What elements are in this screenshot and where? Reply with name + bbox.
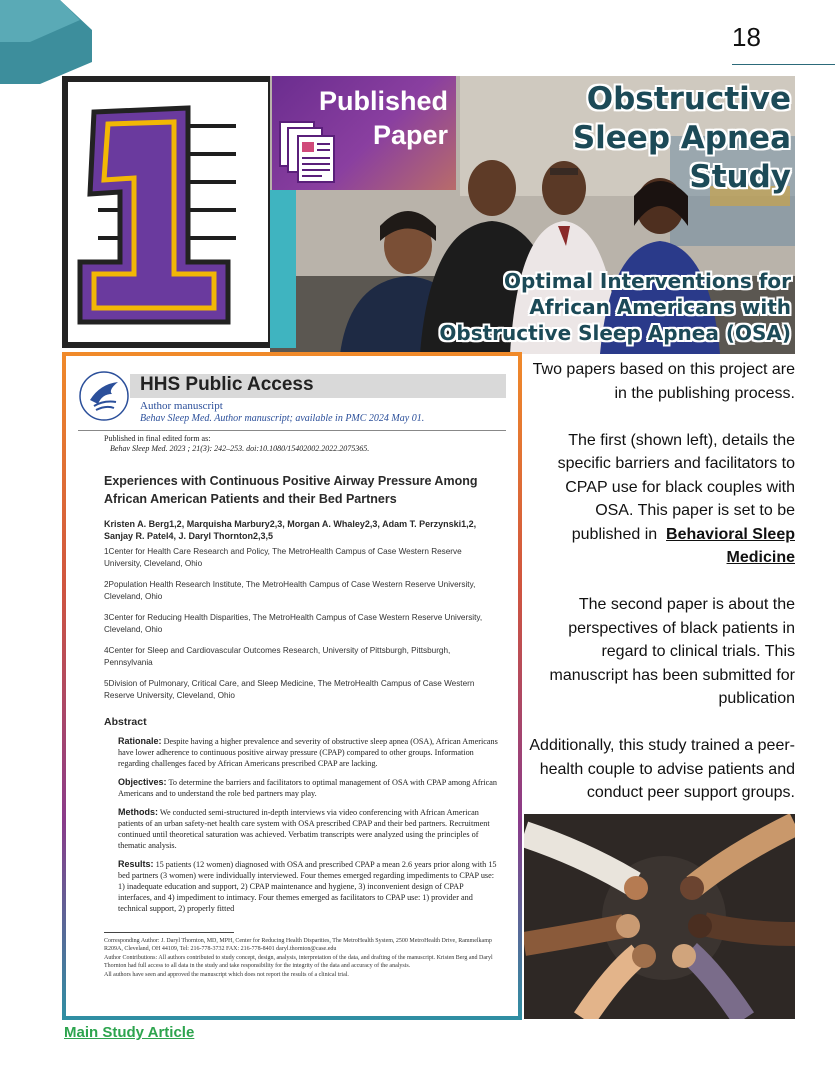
abstract-methods bbox=[118, 807, 498, 851]
abstract-label: Results: bbox=[118, 859, 154, 869]
author-list: Kristen A. Berg1,2, Marquisha Marbury2,3, Morgan A. Whaley2,3, Adam T. Perzynski1,2, Sanjay R. Patel4, J. Daryl Thornton2,3,5 bbox=[104, 519, 477, 541]
abstract-objectives bbox=[118, 777, 498, 799]
abstract-label: Rationale: bbox=[118, 736, 162, 746]
study-subtitle bbox=[439, 268, 791, 346]
numeral-one-text: 1 bbox=[68, 82, 69, 83]
manuscript-body bbox=[104, 434, 498, 914]
abstract-text: 15 patients (12 women) diagnosed with OSA and prescribed CPAP a mean 2.6 years prior along with 15 bed partners (3 women) were individually interviewed. Four themes emerged regarding impediments to CPAP use: 1) inadequate education and support, 2) CPAP maintenance and hygiene, 3) inconvenient design of CPAP interfaces, and 4) impediment to intimacy. Four themes emerged as facilitators to CPAP use: 1) provider and technical support, 2) properly fitted bbox=[118, 860, 497, 913]
manuscript-preview bbox=[66, 356, 518, 1016]
study-title-line-3: Study bbox=[689, 159, 791, 195]
corresponding-author-note: Corresponding Author: J. Daryl Thornton, MD, MPH, Center for Reducing Health Disparities, The MetroHealth System, 2500 MetroHealth Drive, Rammelkamp R209A, Cleveland, OH 44109, Tel: 216-778-3732 FAX: 216-778-8401 daryl.thornton@case.edu bbox=[104, 938, 492, 952]
page-number: 18 bbox=[732, 22, 761, 52]
header-divider bbox=[78, 430, 506, 431]
study-subtitle-line-3: Obstructive Sleep Apnea (OSA) bbox=[439, 321, 791, 345]
study-title bbox=[573, 80, 791, 197]
affiliation-1: 1Center for Health Care Research and Policy, The MetroHealth Campus of Case Western Reserve University, Cleveland, Ohio bbox=[104, 547, 462, 568]
first-paper-description bbox=[524, 429, 795, 570]
abstract-rationale bbox=[118, 736, 498, 769]
footnote-divider bbox=[104, 932, 234, 933]
numeral-one-graphic bbox=[68, 82, 268, 342]
badge-line-1: Published bbox=[318, 86, 448, 116]
page-number-rule bbox=[732, 64, 835, 65]
citation-line: Behav Sleep Med. 2023 ; 21(3): 242–253. doi:10.1080/15402002.2022.2075365. bbox=[110, 444, 370, 453]
manuscript-footnotes bbox=[104, 938, 498, 980]
second-paper-description: The second paper is about the perspectives of black patients in regard to clinical trials. This manuscript has been submitted for publication bbox=[549, 596, 795, 707]
behavioral-sleep-medicine-link[interactable]: Behavioral Sleep Medicine bbox=[666, 525, 795, 566]
study-title-line-2: Sleep Apnea bbox=[572, 120, 791, 156]
project-description bbox=[524, 358, 795, 828]
joined-hands-illustration bbox=[524, 814, 795, 1019]
numeral-panel bbox=[62, 76, 274, 348]
published-in-label: Published in final edited form as: bbox=[104, 434, 211, 443]
abstract-heading: Abstract bbox=[104, 716, 147, 728]
published-paper-title bbox=[319, 84, 448, 152]
joined-hands-photo bbox=[524, 814, 795, 1019]
pmc-availability: Behav Sleep Med. Author manuscript; available in PMC 2024 May 01. bbox=[140, 413, 425, 424]
affiliation-5: 5Division of Pulmonary, Critical Care, and Sleep Medicine, The MetroHealth Campus of Case Western Reserve University, Cleveland, Ohio bbox=[104, 679, 475, 700]
peer-health-description: Additionally, this study trained a peer-health couple to advise patients and conduct peer support groups. bbox=[529, 737, 795, 801]
manuscript-header bbox=[78, 370, 506, 428]
author-contributions-note: Author Contributions: All authors contributed to study concept, design, analysis, interpretation of the data, and drafting of the manuscript. Kristen Berg and Daryl Thornton had full access to all data in the study and take responsibility for the integrity of the data and accuracy of the analysis. bbox=[104, 955, 493, 969]
first-paper-text: The first (shown left), details the specific barriers and facilitators to CPAP use for black couples with OSA. This paper is set to be published in bbox=[557, 431, 795, 543]
hhs-eagle-logo-icon bbox=[78, 370, 130, 422]
study-subtitle-line-2: African Americans with bbox=[529, 295, 791, 319]
study-title-line-1: Obstructive bbox=[586, 81, 791, 117]
abstract-text: Despite having a higher prevalence and severity of obstructive sleep apnea (OSA), African Americans have lower adherence to continuous positive airway pressure (CPAP) compared to other groups. Information regarding challenges faced by African Americans prescribed CPAP are lacking. bbox=[118, 737, 498, 768]
study-subtitle-line-1: Optimal Interventions for bbox=[504, 269, 791, 293]
article-title: Experiences with Continuous Positive Airway Pressure Among African American Patients and their Bed Partners bbox=[104, 474, 478, 506]
affiliation-2: 2Population Health Research Institute, The MetroHealth Campus of Case Western Reserve University, Cleveland, Ohio bbox=[104, 580, 476, 601]
approval-note: All authors have seen and approved the manuscript which does not report the results of a clinical trial. bbox=[104, 972, 349, 978]
abstract-results bbox=[118, 859, 498, 914]
manuscript-frame bbox=[62, 352, 522, 1020]
published-paper-badge bbox=[272, 76, 456, 190]
affiliation-3: 3Center for Reducing Health Disparities, The MetroHealth Campus of Case Western Reserve University, Cleveland, Ohio bbox=[104, 613, 483, 634]
hhs-public-access-title: HHS Public Access bbox=[140, 374, 314, 395]
teal-accent-strip bbox=[270, 190, 296, 348]
abstract-text: To determine the barriers and facilitators to optimal management of OSA with CPAP among African Americans and to understand the role bed partners may play. bbox=[118, 778, 497, 798]
abstract-label: Methods: bbox=[118, 807, 158, 817]
affiliation-4: 4Center for Sleep and Cardiovascular Outcomes Research, University of Pittsburgh, Pittsburgh, Pennsylvania bbox=[104, 646, 451, 667]
abstract-label: Objectives: bbox=[118, 777, 167, 787]
abstract-text: We conducted semi-structured in-depth interviews via video conferencing with African American patients of an urban safety-net health care system with OSA prescribed CPAP and their bed partners. Recruitment continued until theoretical saturation was achieved. Verbatim transcripts were analyzed using the principles of thematic analysis. bbox=[118, 808, 490, 850]
main-study-article-link[interactable]: Main Study Article bbox=[64, 1024, 195, 1041]
badge-line-2: Paper bbox=[372, 120, 448, 150]
corner-hexagon-decoration bbox=[0, 0, 92, 84]
papers-intro: Two papers based on this project are in the publishing process. bbox=[532, 361, 795, 402]
author-manuscript-label: Author manuscript bbox=[140, 400, 223, 412]
